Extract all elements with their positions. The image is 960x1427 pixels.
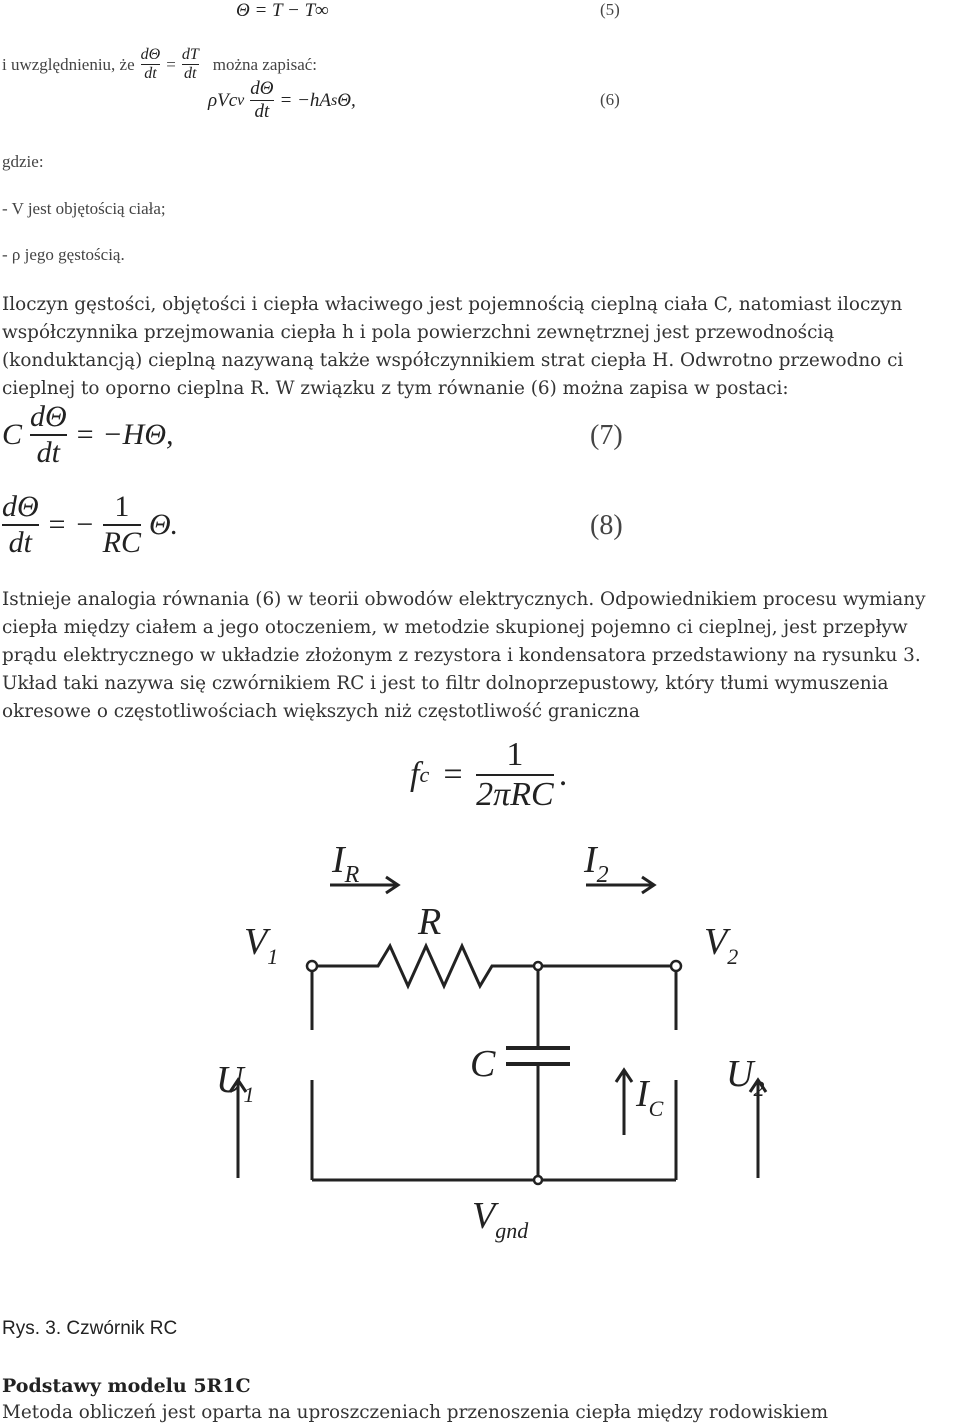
fc-equals: = — [441, 756, 465, 793]
eq6-fraction — [250, 78, 273, 123]
label-v2: $V_2$ — [704, 921, 739, 969]
eq7-den: dt — [36, 436, 61, 469]
rc-circuit-diagram — [0, 830, 960, 1300]
label-i2: $I_2$ — [584, 839, 609, 888]
eq6-sub2: s — [331, 91, 338, 109]
paragraph-capacity: Iloczyn gęstości, objętości i ciepła właciwego jest pojemnością cieplną ciała C, natomiast iloczyn współczynnika przejmowania ciepła h i pola powierzchni zewnętrznej jest przewodnością (konduktancją) cieplną nazywaną także współczynnikiem strat ciepła H. Odwrotno przewodno ci cieplnej to oporno cieplna R. W związku z tym równanie (6) można zapisa w postaci: — [2, 294, 904, 399]
intro-fraction-2-den: dt — [184, 65, 197, 82]
label-r: R — [418, 901, 442, 943]
label-ir: $I_R$ — [332, 839, 360, 888]
node-capacitor-top — [534, 962, 542, 970]
paragraph-analogy: Istnieje analogia równania (6) w teorii obwodów elektrycznych. Odpowiednikiem procesu wymiany ciepła między ciałem a jego otoczeniem, w metodzie skupionej pojemno ci cieplnej, jest przepływ prądu elektrycznego w układzie złożonym z rezystora i kondensatora przedstawiony na rysunku 3. Układ taki nazywa się czwórnikiem RC i jest to filtr dolnoprzepustowy, który tłumi wymuszenia okresowe o częstotliwościach większych niż częstotliwość graniczna — [2, 589, 926, 722]
resistor-r — [312, 946, 676, 986]
eq7-num: dΘ — [30, 400, 67, 433]
intro-tail: można zapisać: — [212, 54, 318, 74]
equation-7 — [2, 400, 174, 470]
equation-5-number: (5) — [600, 0, 620, 19]
fc-sub: c — [419, 762, 430, 787]
label-u1: $U_1$ — [216, 1059, 255, 1107]
intro-fraction-2 — [182, 46, 199, 83]
intro-fraction-1 — [141, 46, 161, 83]
label-vgnd: $V_{gnd}$ — [472, 1195, 529, 1243]
figure-caption: Rys. 3. Czwórnik RC — [2, 1318, 178, 1339]
eq6-sub: v — [237, 91, 245, 109]
fc-den: 2πRC — [476, 776, 554, 813]
equation-8-number: (8) — [590, 510, 623, 541]
eq7-fraction — [30, 400, 67, 470]
eq6-end: Θ, — [337, 89, 356, 111]
label-v1: $V_1$ — [244, 921, 279, 969]
gdzie-label: gdzie: — [2, 152, 44, 171]
eq6-den: dt — [254, 101, 270, 122]
label-ic: $I_C$ — [636, 1073, 664, 1121]
equation-8 — [2, 490, 178, 560]
eq8-fraction-2 — [103, 490, 141, 560]
definition-item-v: - V jest objętością ciała; — [2, 199, 166, 218]
label-u2: $U_2$ — [726, 1053, 765, 1101]
fc-dot: . — [559, 756, 569, 793]
equation-5: Θ = T − T∞ — [236, 0, 329, 21]
definition-item-rho: - ρ jego gęstością. — [2, 245, 125, 264]
equation-7-number: (7) — [590, 420, 623, 451]
section-first-line: Metoda obliczeń jest oparta na uproszczeniach przenoszenia ciepła między rodowiskiem — [2, 1402, 829, 1423]
equation-6 — [208, 78, 356, 123]
eq7-right: = −HΘ, — [74, 418, 174, 451]
eq8-mid: = − — [46, 508, 95, 541]
node-v2 — [671, 961, 681, 971]
intro-fraction-2-num: dT — [181, 46, 199, 63]
eq8-right: Θ. — [149, 508, 179, 541]
intro-fraction-1-den: dt — [144, 65, 157, 82]
eq8-num: dΘ — [2, 490, 39, 523]
section-heading: Podstawy modelu 5R1C — [2, 1375, 251, 1397]
eq7-left: C — [2, 418, 23, 451]
label-c: C — [470, 1043, 496, 1085]
intro-text: i uwzględnieniu, że — [2, 54, 135, 74]
eq6-num: dΘ — [250, 78, 274, 99]
eq8-num2: 1 — [114, 490, 130, 523]
fc-num: 1 — [506, 736, 524, 773]
eq6-right: = −hA — [279, 89, 332, 111]
eq8-fraction-1 — [2, 490, 39, 560]
fc-left: f — [410, 756, 420, 793]
node-v1 — [307, 961, 317, 971]
intro-equals: = — [166, 54, 176, 74]
fc-fraction — [476, 736, 553, 814]
cutoff-frequency-equation — [410, 736, 568, 814]
equation-6-number: (6) — [600, 90, 620, 109]
eq8-den2: RC — [102, 526, 142, 559]
node-ground — [534, 1176, 542, 1184]
eq8-den: dt — [8, 526, 32, 559]
eq6-left: ρVc — [208, 89, 238, 111]
intro-fraction-1-num: dΘ — [140, 46, 161, 63]
